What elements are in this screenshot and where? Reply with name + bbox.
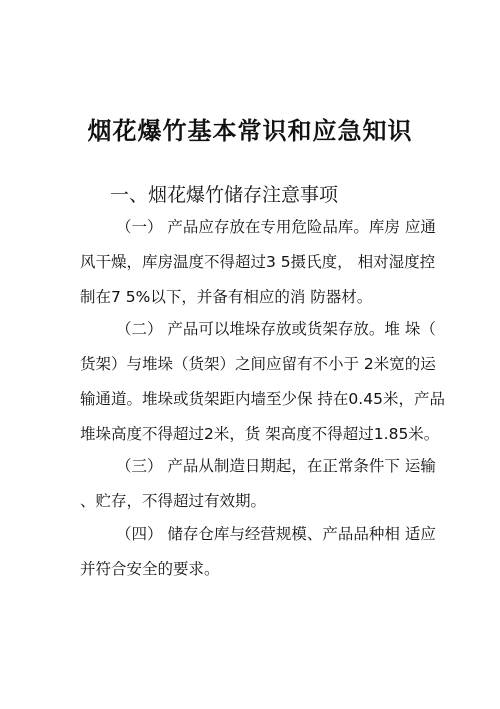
paragraph-storage-location xyxy=(80,210,440,315)
paragraph-warehouse-scale xyxy=(80,517,440,587)
paragraph-line: 制在7 5%以下，并备有相应的消 防器材。 xyxy=(80,288,373,306)
paragraph-line: 风干燥，库房温度不得超过3 5摄氏度， 相对湿度控 xyxy=(80,253,436,271)
document-title: 烟花爆竹基本常识和应急知识 xyxy=(87,117,413,145)
paragraph-line: （三） 产品从制造日期起，在正常条件下 运输 xyxy=(116,457,436,475)
paragraph-line: 堆垛高度不得超过2米，货 架高度不得超过1.85米。 xyxy=(80,425,440,443)
paragraph-line: 输通道。堆垛或货架距内墙至少保 持在0.45米，产品 xyxy=(80,390,445,408)
paragraph-line: 、贮存，不得超过有效期。 xyxy=(80,492,267,510)
paragraph-stacking xyxy=(80,312,445,452)
paragraph-line: （二） 产品可以堆垛存放或货架存放。堆 垛（ xyxy=(116,320,436,338)
paragraph-shelf-life xyxy=(80,449,440,519)
paragraph-line: 并符合安全的要求。 xyxy=(80,560,220,578)
paragraph-line: （一） 产品应存放在专用危险品库。库房 应通 xyxy=(116,218,436,236)
paragraph-line: 货架）与堆垛（货架）之间应留有不小于 2米宽的运 xyxy=(80,355,436,373)
section-heading: 一、烟花爆竹储存注意事项 xyxy=(110,184,339,206)
paragraph-line: （四） 储存仓库与经营规模、产品品种相 适应 xyxy=(116,525,436,543)
